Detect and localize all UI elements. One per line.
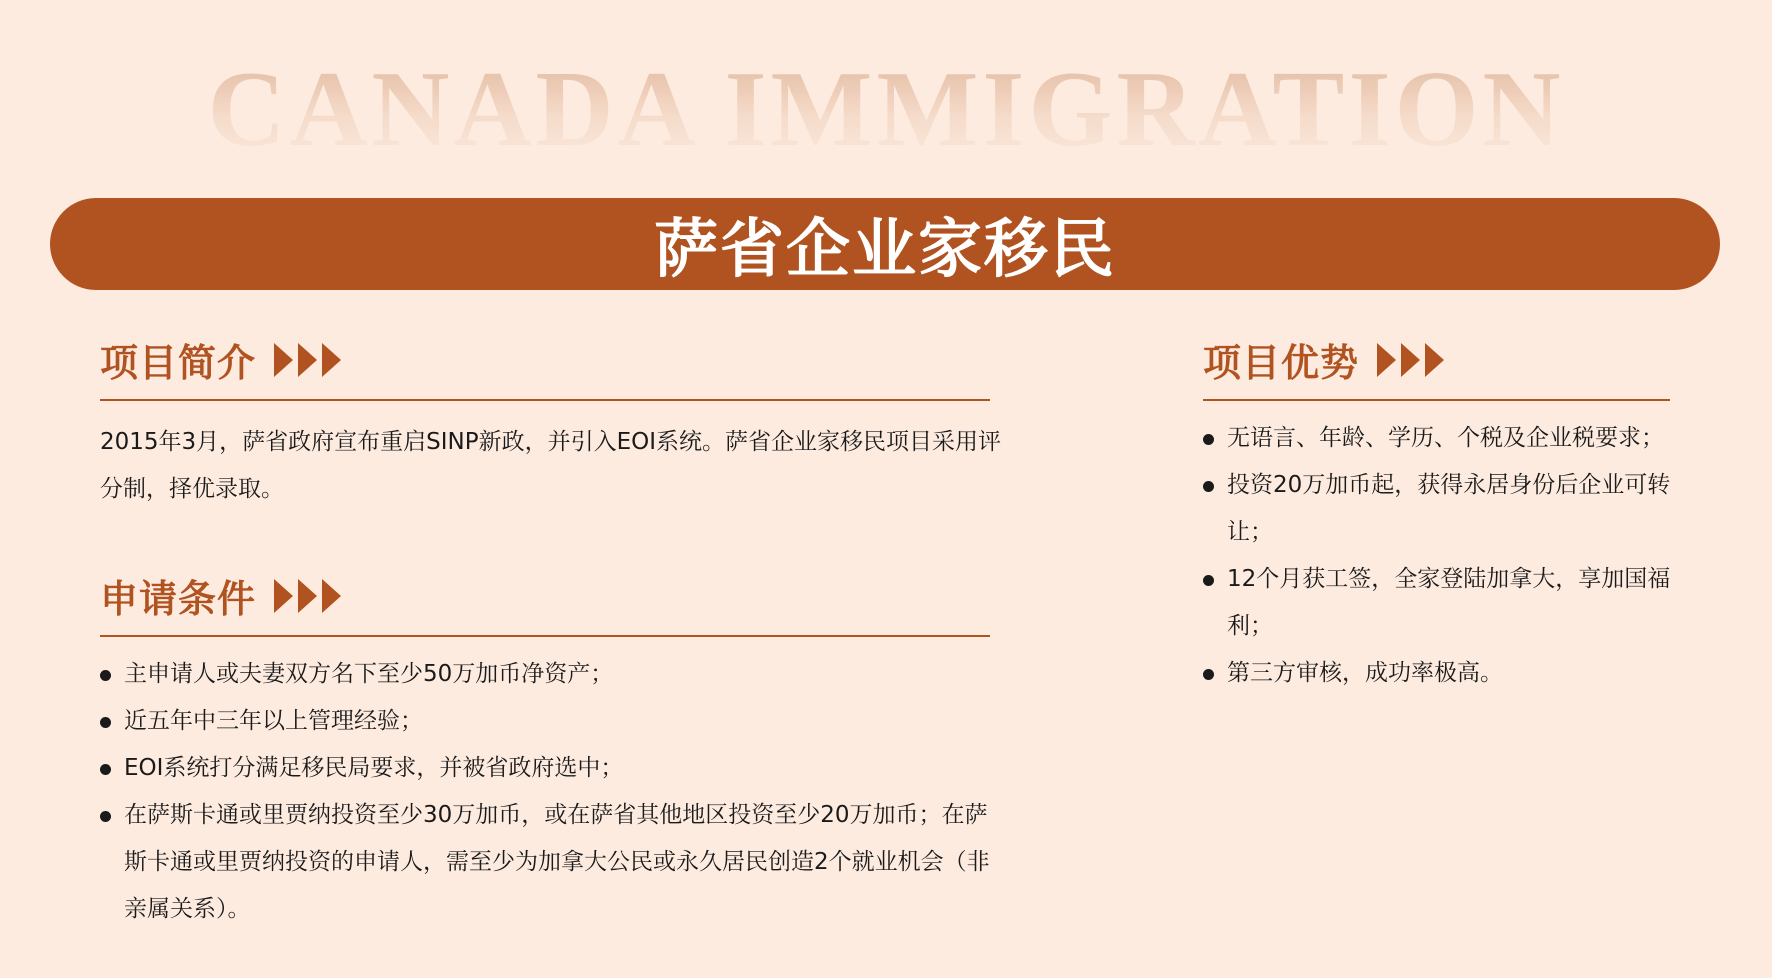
- page-title: 萨省企业家移民: [654, 213, 1116, 287]
- list-item: 投资20万加币起，获得永居身份后企业可转让；: [1203, 462, 1683, 556]
- triple-chevron-right-icon: [274, 579, 346, 613]
- watermark-text: CANADA IMMIGRATION: [0, 50, 1772, 170]
- advantages-title: 项目优势: [1203, 341, 1360, 385]
- advantages-list: [1203, 415, 1683, 697]
- title-banner: [50, 198, 1720, 290]
- intro-text: 2015年3月，萨省政府宣布重启SINP新政，并引入EOI系统。萨省企业家移民项目采用评分制，择优录取。: [100, 429, 1002, 502]
- advantages-header: [1203, 332, 1670, 401]
- conditions-list: [100, 651, 1010, 933]
- bullet-dot-icon: [1203, 575, 1214, 586]
- triple-chevron-right-icon: [1377, 343, 1449, 377]
- list-item: 无语言、年龄、学历、个税及企业税要求；: [1203, 415, 1683, 462]
- bullet-dot-icon: [1203, 434, 1214, 445]
- list-item: 第三方审核，成功率极高。: [1203, 650, 1683, 697]
- bullet-dot-icon: [1203, 669, 1214, 680]
- bullet-dot-icon: [100, 717, 111, 728]
- triple-chevron-right-icon: [274, 343, 346, 377]
- intro-section: [100, 332, 1002, 513]
- bullet-dot-icon: [1203, 481, 1214, 492]
- conditions-header: [100, 568, 990, 637]
- advantages-section: [1203, 332, 1670, 697]
- list-item: 在萨斯卡通或里贾纳投资至少30万加币，或在萨省其他地区投资至少20万加币；在萨斯卡通或里贾纳投资的申请人，需至少为加拿大公民或永久居民创造2个就业机会（非亲属关系）。: [100, 792, 1010, 933]
- list-item: EOI系统打分满足移民局要求，并被省政府选中；: [100, 745, 1010, 792]
- conditions-section: [100, 568, 990, 933]
- bullet-dot-icon: [100, 670, 111, 681]
- list-item: 12个月获工签，全家登陆加拿大，享加国福利；: [1203, 556, 1683, 650]
- conditions-title: 申请条件: [100, 577, 257, 621]
- list-item: 主申请人或夫妻双方名下至少50万加币净资产；: [100, 651, 1010, 698]
- list-item: 近五年中三年以上管理经验；: [100, 698, 1010, 745]
- bullet-dot-icon: [100, 764, 111, 775]
- bullet-dot-icon: [100, 811, 111, 822]
- intro-title: 项目简介: [100, 341, 257, 385]
- intro-header: [100, 332, 990, 401]
